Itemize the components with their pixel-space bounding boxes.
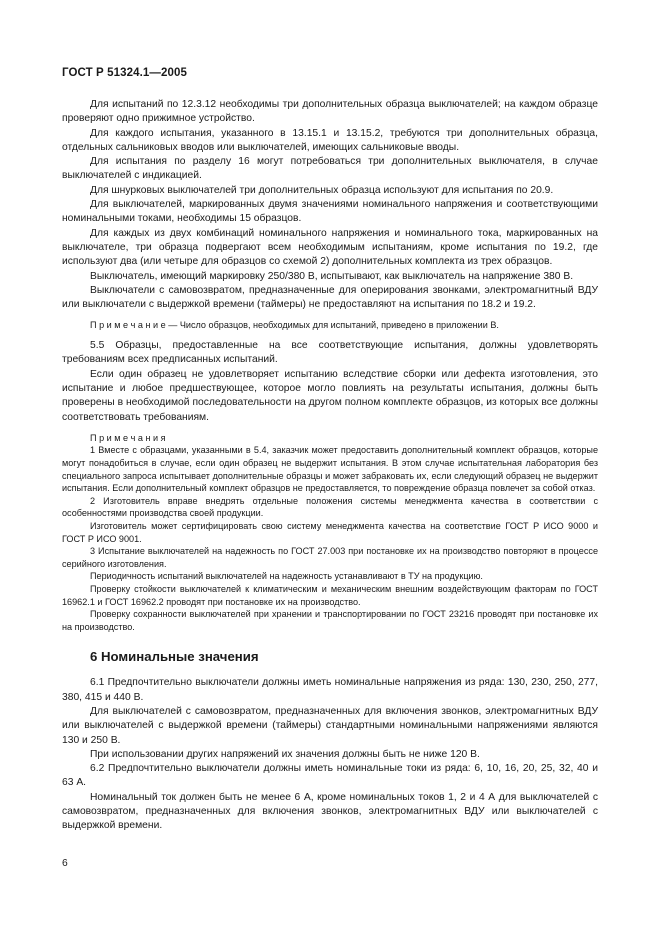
paragraph: 6.2 Предпочтительно выключатели должны иметь номинальные токи из ряда: 6, 10, 16, 20, 25, 32, 40 и 63 А. — [62, 763, 598, 789]
paragraph: Для каждого испытания, указанного в 13.15.1 и 13.15.2, требуются три дополнительных образца, отдельных сальниковых вводов или выключателей, имеющих сальниковые вводы. — [62, 127, 598, 153]
document-body — [62, 98, 598, 834]
note-item: Изготовитель может сертифицировать свою систему менеджмента качества на соответствие ГОСТ Р ИСО 9000 и ГОСТ Р ИСО 9001. — [62, 520, 598, 544]
note-label: П р и м е ч а н и е — [90, 320, 166, 331]
paragraph: 6.1 Предпочтительно выключатели должны иметь номинальные напряжения из ряда: 130, 230, 250, 277, 380, 415 и 440 В. — [62, 677, 598, 703]
note-item: Проверку сохранности выключателей при хранении и транспортировании по ГОСТ 23216 проводят при постановке их на производство. — [62, 609, 598, 632]
paragraph: Для испытаний по 12.3.12 необходимы три дополнительных образца выключателей; на каждом образце проверяют одно прижимное устройство. — [62, 99, 598, 125]
paragraph: Для выключателей, маркированных двумя значениями номинального напряжения и соответствующими номинальными токами, необходимы 15 образцов. — [62, 199, 598, 225]
note-item: 2 Изготовитель вправе внедрять отдельные положения системы менеджмента качества в соответствии с особенностями производства своей продукции. — [62, 495, 598, 519]
paragraph: Если один образец не удовлетворяет испытанию вследствие сборки или дефекта изготовления, это испытание и любое предшествующее, которое могло повлиять на результаты испытания, должны быть проверены в необходимой последовательности на другом полном комплекте образцов, из которых все должны соответствовать требованиям. — [62, 368, 598, 423]
paragraph: При использовании других напряжений их значения должны быть не ниже 120 В. — [90, 748, 480, 760]
note-paragraph — [62, 319, 598, 332]
document-header: ГОСТ Р 51324.1—2005 — [62, 67, 187, 79]
note-item: 3 Испытание выключателей на надежность по ГОСТ 27.003 при постановке их на производство повторяют в процессе серийного изготовления. — [62, 546, 598, 569]
section-title: 6 Номинальные значения — [90, 649, 259, 665]
notes-block — [62, 432, 598, 634]
note-item: Проверку стойкости выключателей к климатическим и механическим внешним воздействующим факторам по ГОСТ 16962.1 и ГОСТ 16962.2 проводят при постановке их на производство. — [62, 583, 598, 607]
paragraph: Выключатель, имеющий маркировку 250/380 В, испытывают, как выключатель на напряжение 380 В. — [90, 270, 574, 282]
note-text: — Число образцов, необходимых для испытаний, приведено в приложении В. — [165, 320, 499, 331]
note-item: Периодичность испытаний выключателей на надежность устанавливают в ТУ на продукцию. — [90, 571, 483, 582]
paragraph: Выключатели с самовозвратом, предназначенные для оперирования звонками, электромагнитный ВДУ или выключатели с выдержкой времени (таймеры) не предоставляют на испытания по 18.2 и 19.2. — [62, 284, 598, 311]
page-number: 6 — [62, 858, 68, 869]
paragraph: Номинальный ток должен быть не менее 6 А, кроме номинальных токов 1, 2 и 4 А для выключателей с самовозвратом, предназначенных для включения звонков, электромагнитных ВДУ или выключателей с выдержкой времени. — [62, 791, 598, 832]
paragraph: 5.5 Образцы, предоставленные на все соответствующие испытания, должны удовлетворять требованиям всех предписанных испытаний. — [62, 340, 598, 366]
paragraph: Для шнурковых выключателей три дополнительных образца используют для испытания по 20.9. — [90, 184, 554, 196]
note-block — [62, 319, 598, 332]
note-item: 1 Вместе с образцами, указанными в 5.4, заказчик может предоставить дополнительный комплект образцов, которые могут понадобиться в случае, если один образец не выдержит испытания. В этом случае испытательная лаборатория без специального запроса испытывает дополнительные образцы и может забраковать их, если следующий образец не выдержит испытания. Если дополнительный комплект образцов не предоставляется, то повреждение образца повлечет за собой отказ. — [62, 445, 598, 494]
notes-label: П р и м е ч а н и я — [90, 432, 166, 443]
paragraph: Для каждых из двух комбинаций номинального напряжения и номинального тока, маркированных на выключателе, три образца подвергают всем необходимым испытаниям, кроме испытания по 19.2, где используют два (или четыре для образцов со схемой 2) дополнительных комплекта из трех образцов. — [62, 227, 598, 268]
paragraph: Для испытания по разделу 16 могут потребоваться три дополнительных выключателя, в случае выключателей с индикацией. — [62, 156, 598, 182]
paragraph: Для выключателей с самовозвратом, предназначенных для включения звонков, электромагнитных ВДУ или выключателей с выдержкой времени (таймеры) стандартными номинальными напряжениями являются 130 и 250 В. — [62, 705, 598, 746]
